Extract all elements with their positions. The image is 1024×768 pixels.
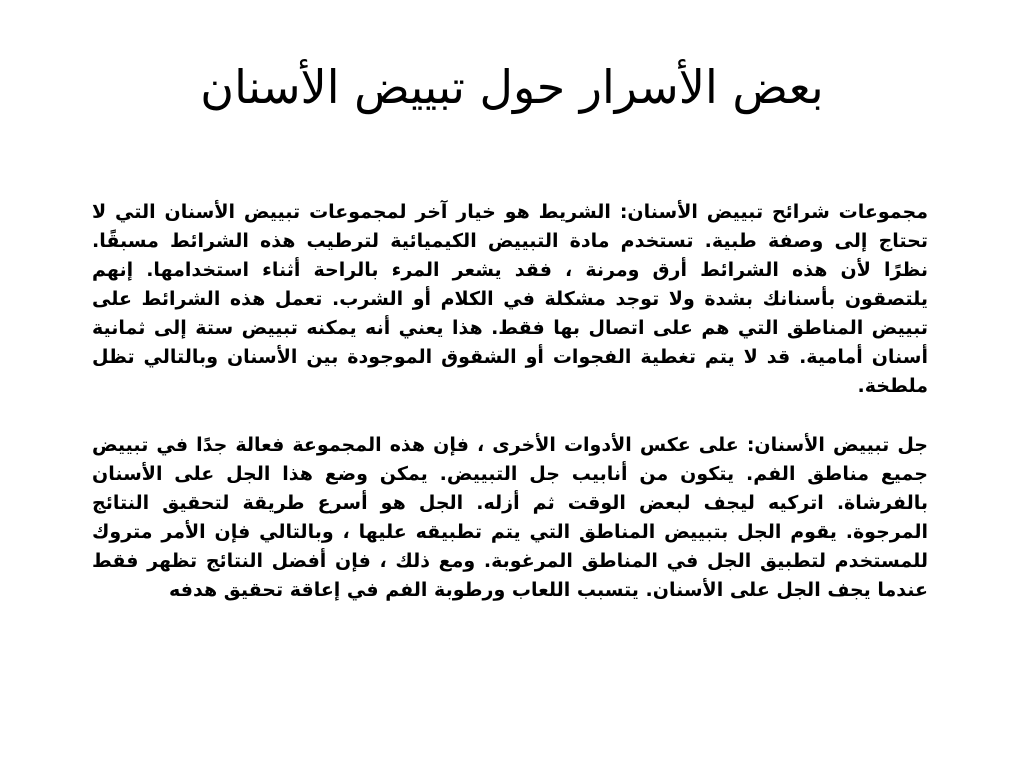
slide-body <box>92 198 928 605</box>
paragraph-whitening-strips: مجموعات شرائح تبييض الأسنان: الشريط هو خيار آخر لمجموعات تبييض الأسنان التي لا تحتاج إلى وصفة طبية. تستخدم مادة التبييض الكيميائية لترطيب هذه الشرائط مسبقًا. نظرًا لأن هذه الشرائط أرق ومرنة ، فقد يشعر المرء بالراحة أثناء استخدامها. إنهم يلتصقون بأسنانك بشدة ولا توجد مشكلة في الكلام أو الشرب. تعمل هذه الشرائط على تبييض المناطق التي هم على اتصال بها فقط. هذا يعني أنه يمكنه تبييض ستة إلى ثمانية أسنان أمامية. قد لا يتم تغطية الفجوات أو الشقوق الموجودة بين الأسنان وبالتالي تظل ملطخة. <box>92 201 928 397</box>
slide-title: بعض الأسرار حول تبييض الأسنان <box>200 60 824 114</box>
paragraph-whitening-gel: جل تبييض الأسنان: على عكس الأدوات الأخرى ، فإن هذه المجموعة فعالة جدًا في تبييض جميع مناطق الفم. يتكون من أنابيب جل التبييض. يمكن وضع هذا الجل على الأسنان بالفرشاة. اتركيه ليجف لبعض الوقت ثم أزله. الجل هو أسرع طريقة لتحقيق النتائج المرجوة. يقوم الجل بتبييض المناطق التي يتم تطبيقه عليها ، وبالتالي فإن الأمر متروك للمستخدم لتطبيق الجل في المناطق المرغوبة. ومع ذلك ، فإن أفضل النتائج تظهر فقط عندما يجف الجل على الأسنان. يتسبب اللعاب ورطوبة الفم في إعاقة تحقيق هدفه <box>92 434 928 601</box>
